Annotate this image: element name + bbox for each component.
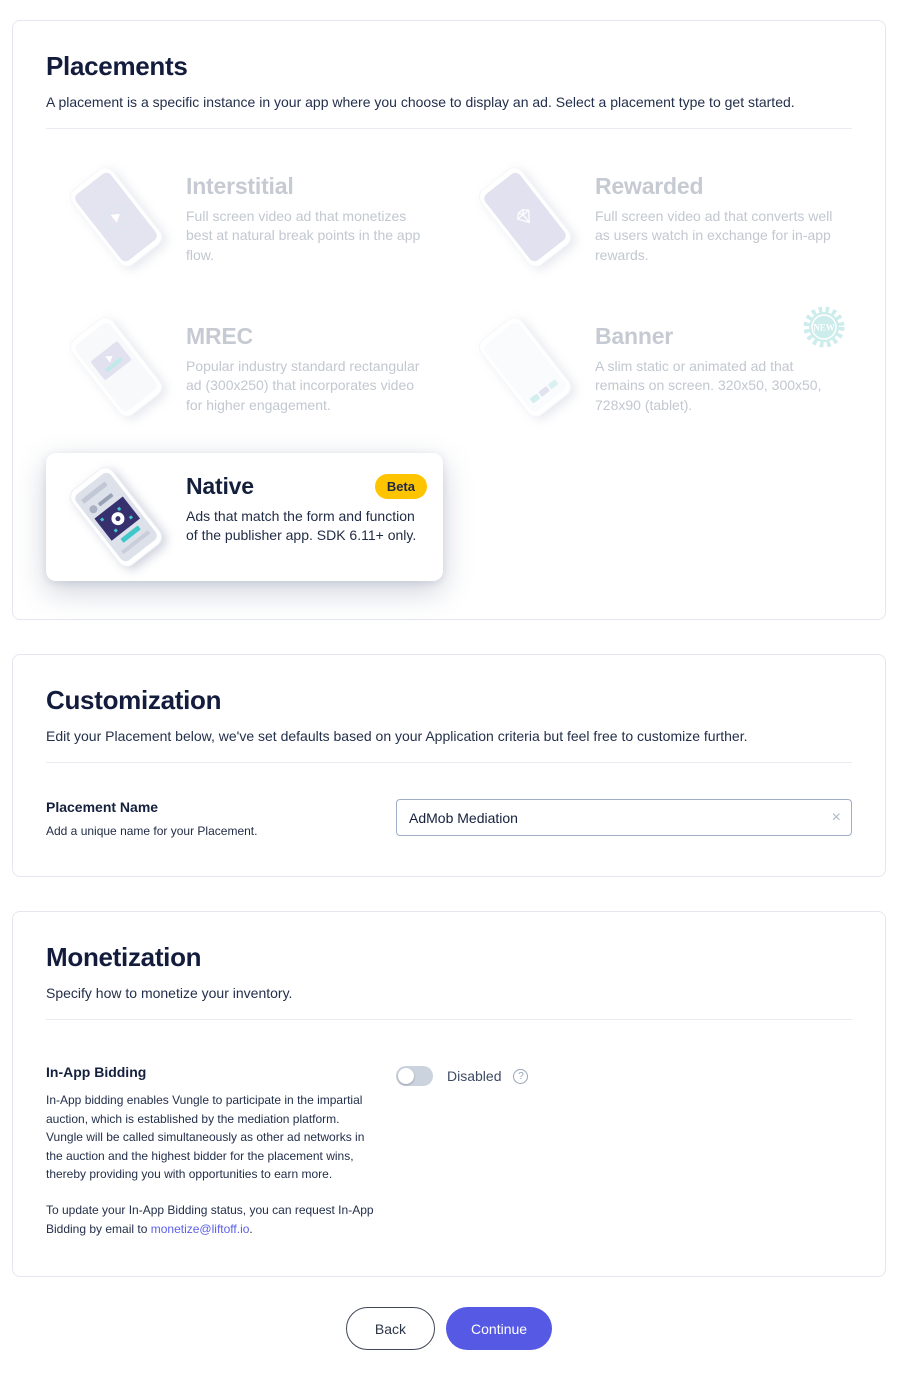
banner-phone-icon	[471, 317, 579, 417]
placements-section	[12, 20, 886, 620]
placement-name-helper: Add a unique name for your Placement.	[46, 824, 258, 838]
placement-type-title: MREC	[186, 323, 253, 349]
monetization-subtitle: Specify how to monetize your inventory.	[46, 985, 293, 1001]
in-app-bidding-status: Disabled	[447, 1068, 502, 1084]
placement-type-title: Rewarded	[595, 173, 704, 199]
monetization-section	[12, 911, 886, 1277]
mrec-phone-icon	[62, 317, 170, 417]
placement-type-title: Banner	[595, 323, 674, 349]
placement-name-row	[46, 799, 852, 838]
svg-text:NEW: NEW	[813, 322, 835, 333]
wizard-footer	[12, 1307, 886, 1350]
placement-type-description: Full screen video ad that converts well as users watch in exchange for in-app rewards.	[595, 208, 833, 263]
placement-type-banner[interactable]	[455, 303, 852, 431]
placement-name-label: Placement Name	[46, 799, 159, 815]
divider	[46, 762, 852, 763]
placements-subtitle: A placement is a specific instance in your app where you choose to display an ad. Select a placement type to get started.	[46, 94, 795, 110]
divider	[46, 1019, 852, 1020]
interstitial-phone-icon	[62, 167, 170, 267]
placement-type-title: Native	[186, 473, 254, 499]
native-phone-icon	[62, 467, 170, 567]
placements-title: Placements	[46, 51, 188, 81]
divider	[46, 128, 852, 129]
placement-type-description: A slim static or animated ad that remains on screen. 320x50, 300x50, 728x90 (tablet).	[595, 358, 822, 413]
back-button[interactable]: Back	[346, 1307, 435, 1350]
beta-badge: Beta	[375, 474, 427, 499]
in-app-bidding-note: To update your In-App Bidding status, you can request In-App Bidding by email to monetize@liftoff.io.	[46, 1202, 374, 1236]
customization-title: Customization	[46, 685, 222, 715]
clear-input-icon[interactable]: ×	[831, 808, 841, 826]
in-app-bidding-toggle[interactable]	[396, 1066, 433, 1086]
new-badge-icon	[802, 305, 846, 349]
in-app-bidding-label: In-App Bidding	[46, 1064, 147, 1080]
placement-type-grid	[46, 153, 852, 581]
placement-type-mrec[interactable]	[46, 303, 443, 431]
placement-type-rewarded[interactable]	[455, 153, 852, 281]
placement-type-native[interactable]	[46, 453, 443, 581]
help-icon[interactable]: ?	[513, 1069, 528, 1084]
customization-section	[12, 654, 886, 877]
customization-subtitle: Edit your Placement below, we've set defaults based on your Application criteria but feel free to customize further.	[46, 728, 748, 744]
placement-type-description: Popular industry standard rectangular ad (300x250) that incorporates video for higher engagement.	[186, 358, 420, 413]
rewarded-phone-icon	[471, 167, 579, 267]
placement-type-interstitial[interactable]	[46, 153, 443, 281]
placement-type-description: Ads that match the form and function of the publisher app. SDK 6.11+ only.	[186, 508, 417, 544]
placement-type-description: Full screen video ad that monetizes best at natural break points in the app flow.	[186, 208, 421, 263]
monetize-email-link[interactable]: monetize@liftoff.io	[150, 1221, 250, 1236]
monetization-title: Monetization	[46, 942, 202, 972]
in-app-bidding-toggle-row	[396, 1064, 852, 1086]
placement-type-title: Interstitial	[186, 173, 294, 199]
placement-name-input[interactable]	[396, 799, 852, 836]
in-app-bidding-description: In-App bidding enables Vungle to participate in the impartial auction, which is established by the mediation platform. Vungle will be called simultaneously as other ad networks in the auction and the highest bidder for the placement wins, thereby providing you with opportunities to earn more.	[46, 1093, 365, 1182]
in-app-bidding-row	[46, 1064, 852, 1238]
continue-button[interactable]: Continue	[446, 1307, 552, 1350]
